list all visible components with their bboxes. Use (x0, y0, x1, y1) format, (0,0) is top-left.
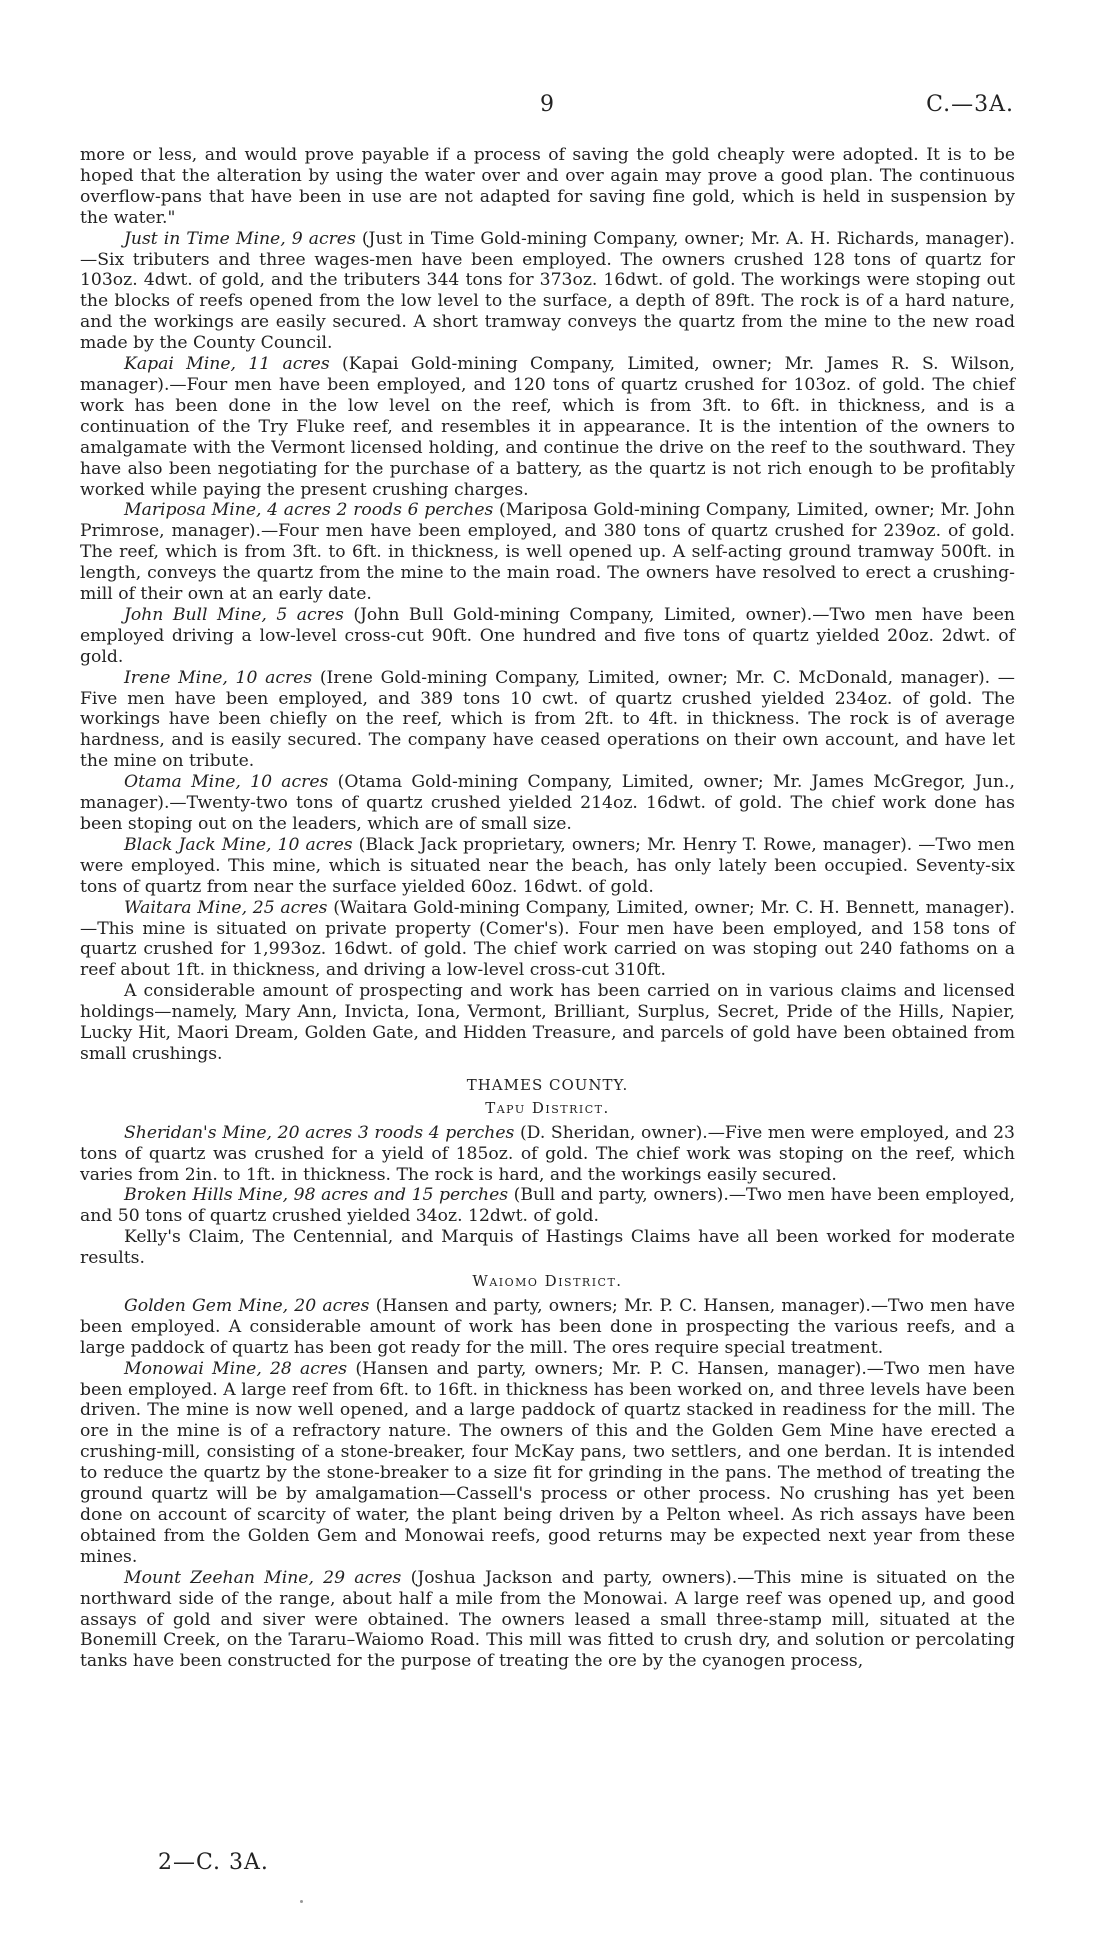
paragraph-monowai-mine: Monowai Mine, 28 acres (Hansen and party, owners; Mr. P. C. Hansen, manager).—Two men have been employed. A large reef from 6ft. to 16ft. in thickness has been worked on, and three levels have been driven. The mine is now well opened, and a large paddock of quartz stacked in readiness for the mill. The ore in the mine is of a refractory nature. The owners of this and the Golden Gem Mine have erected a crushing-mill, consisting of a stone-breaker, four McKay pans, two settlers, and one berdan. It is intended to reduce the quartz by the stone-breaker to a size fit for grinding in the pans. The method of treating the ground quartz will be by amalgamation—Cassell's process or other process. No crushing has yet been done on account of scarcity of water, the plant being driven by a Pelton wheel. As rich assays have been obtained from the Golden Gem and Monowai reefs, good returns may be expected next year from these mines. (80, 1358, 1015, 1567)
paragraph-black-jack-mine: Black Jack Mine, 10 acres (Black Jack proprietary, owners; Mr. Henry T. Rowe, manager). —Two men were employed. This mine, which is situated near the beach, has only lately been occupied. Seventy-six tons of quartz from near the surface yielded 60oz. 16dwt. of gold. (80, 834, 1015, 897)
paragraph-golden-gem-mine: Golden Gem Mine, 20 acres (Hansen and party, owners; Mr. P. C. Hansen, manager).—Two men have been employed. A considerable amount of work has been done in prospecting the various reefs, and a large paddock of quartz has been got ready for the mill. The ores require special treatment. (80, 1295, 1015, 1358)
document-reference: C.—3A. (926, 92, 1014, 117)
mine-name: Mount Zeehan Mine, 29 acres (124, 1567, 402, 1588)
paragraph-kellys-claim: Kelly's Claim, The Centennial, and Marquis of Hastings Claims have all been worked for moderate results. (80, 1227, 1015, 1269)
paragraph-sheridans-mine: Sheridan's Mine, 20 acres 3 roods 4 perches (D. Sheridan, owner).—Five men were employed, and 23 tons of quartz was crushed for a yield of 185oz. of gold. The chief work was stoping on the reef, which varies from 2in. to 1ft. in thickness. The rock is hard, and the workings easily secured. (80, 1122, 1015, 1185)
paragraph-broken-hills-mine: Broken Hills Mine, 98 acres and 15 perches (Bull and party, owners).—Two men have been employed, and 50 tons of quartz crushed yielded 34oz. 12dwt. of gold. (80, 1185, 1015, 1227)
mine-name: Irene Mine, 10 acres (124, 667, 313, 688)
paragraph-otama-mine: Otama Mine, 10 acres (Otama Gold-mining Company, Limited, owner; Mr. James McGregor, Jun., manager).—Twenty-two tons of quartz crushed yielded 214oz. 16dwt. of gold. The chief work done has been stoping out on the leaders, which are of small size. (80, 772, 1015, 834)
mine-name: Otama Mine, 10 acres (124, 772, 329, 793)
paragraph-waitara-mine: Waitara Mine, 25 acres (Waitara Gold-mining Company, Limited, owner; Mr. C. H. Bennett, manager).—This mine is situated on private property (Comer's). Four men have been employed, and 158 tons of quartz crushed for 1,993oz. 16dwt. of gold. The chief work carried on was stoping out 240 fathoms on a reef about 1ft. in thickness, and driving a low-level cross-cut 310ft. (80, 897, 1015, 981)
mine-name: Waitara Mine, 25 acres (124, 897, 328, 918)
signature-mark: 2—C. 3A. (158, 1850, 269, 1875)
page-header (80, 92, 1014, 122)
mine-name: Kapai Mine, 11 acres (124, 354, 330, 375)
paragraph-just-in-time-mine: Just in Time Mine, 9 acres (Just in Time Gold-mining Company, owner; Mr. A. H. Richards, manager).—Six tributers and three wages-men have been employed. The owners crushed 128 tons of quartz for 103oz. 4dwt. of gold, and the tributers 344 tons for 373oz. 16dwt. of gold. The workings were stoping out the blocks of reefs opened from the low level to the surface, a depth of 89ft. The rock is of a hard nature, and the workings are easily secured. A short tramway conveys the quartz from the mine to the new road made by the County Council. (80, 228, 1015, 354)
page-number: 9 (540, 92, 554, 117)
scan-speck (300, 1900, 303, 1903)
paragraph-mariposa-mine: Mariposa Mine, 4 acres 2 roods 6 perches (Mariposa Gold-mining Company, Limited, owner; Mr. John Primrose, manager).—Four men have been employed, and 380 tons of quartz crushed for 239oz. of gold. The reef, which is from 3ft. to 6ft. in thickness, is well opened up. A self-acting ground tramway 500ft. in length, conveys the quartz from the mine to the main road. The owners have resolved to erect a crushing-mill of their own at an early date. (80, 500, 1015, 605)
body-text (80, 145, 1015, 1672)
subsection-heading-waiomo-district: Waiomo District. (472, 1272, 623, 1291)
mine-name: Monowai Mine, 28 acres (124, 1358, 348, 1379)
paragraph-prospecting: A considerable amount of prospecting and work has been carried on in various claims and licensed holdings—namely, Mary Ann, Invicta, Iona, Vermont, Brilliant, Surplus, Secret, Pride of the Hills, Napier, Lucky Hit, Maori Dream, Golden Gate, and Hidden Treasure, and parcels of gold have been obtained from small crushings. (80, 981, 1015, 1064)
paragraph: more or less, and would prove payable if a process of saving the gold cheaply were adopted. It is to be hoped that the alteration by using the water over and over again may prove a good plan. The continuous overflow-pans that have been in use are not adapted for saving fine gold, which is held in suspension by the water." (80, 145, 1015, 228)
paragraph-mount-zeehan-mine: Mount Zeehan Mine, 29 acres (Joshua Jackson and party, owners).—This mine is situated on the northward side of the range, about half a mile from the Monowai. A large reef was opened up, and good assays of gold and siver were obtained. The owners leased a small three-stamp mill, situated at the Bonemill Creek, on the Tararu–Waiomo Road. This mill was fitted to crush dry, and solution or percolating tanks have been constructed for the purpose of treating the ore by the cyanogen process, (80, 1567, 1015, 1672)
section-heading-thames-county: THAMES COUNTY. (466, 1075, 629, 1094)
mine-name: Mariposa Mine, 4 acres 2 roods 6 perches (124, 500, 494, 521)
mine-name: Black Jack Mine, 10 acres (124, 834, 353, 855)
mine-name: Broken Hills Mine, 98 acres and 15 perches (124, 1185, 509, 1206)
mine-name: Sheridan's Mine, 20 acres 3 roods 4 perches (124, 1122, 515, 1143)
mine-name: Golden Gem Mine, 20 acres (124, 1295, 370, 1316)
mine-name: Just in Time Mine, 9 acres (124, 228, 356, 249)
paragraph-john-bull-mine: John Bull Mine, 5 acres (John Bull Gold-mining Company, Limited, owner).—Two men have been employed driving a low-level cross-cut 90ft. One hundred and five tons of quartz yielded 20oz. 2dwt. of gold. (80, 604, 1015, 667)
subsection-heading-tapu-district: Tapu District. (485, 1098, 610, 1117)
mine-name: John Bull Mine, 5 acres (124, 604, 344, 625)
paragraph-irene-mine: Irene Mine, 10 acres (Irene Gold-mining Company, Limited, owner; Mr. C. McDonald, manager). —Five men have been employed, and 389 tons 10 cwt. of quartz crushed yielded 234oz. of gold. The workings have been chiefly on the reef, which is from 2ft. to 4ft. in thickness. The rock is of average hardness, and is easily secured. The company have ceased operations on their own account, and have let the mine on tribute. (80, 667, 1015, 772)
paragraph-kapai-mine: Kapai Mine, 11 acres (Kapai Gold-mining Company, Limited, owner; Mr. James R. S. Wilson, manager).—Four men have been employed, and 120 tons of quartz crushed for 103oz. of gold. The chief work has been done in the low level on the reef, which is from 3ft. to 6ft. in thickness, and is a continuation of the Try Fluke reef, and resembles it in appearance. It is the intention of the owners to amalgamate with the Vermont licensed holding, and continue the drive on the reef to the southward. They have also been negotiating for the purchase of a battery, as the quartz is not rich enough to be profitably worked while paying the present crushing charges. (80, 354, 1015, 500)
